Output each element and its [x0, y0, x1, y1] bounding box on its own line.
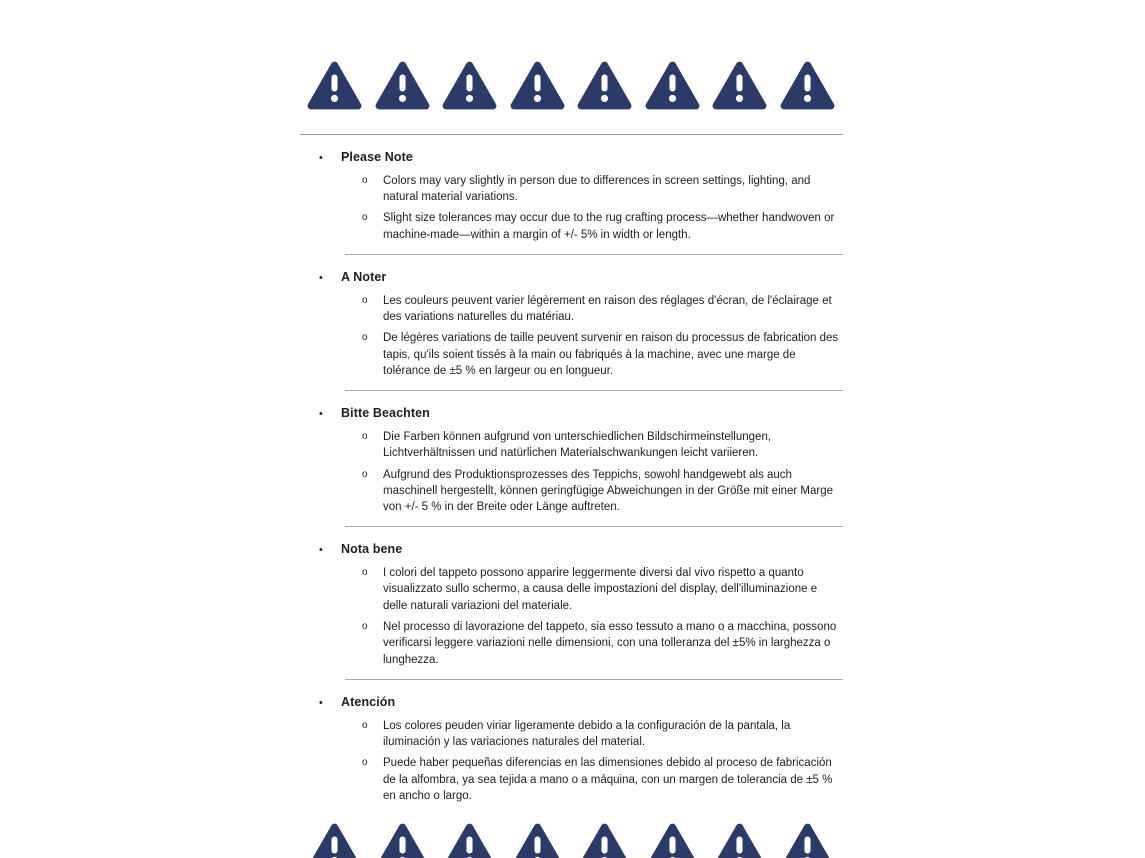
section-heading: A Noter — [341, 269, 387, 284]
note-item — [300, 293, 843, 326]
section-heading: Nota bene — [341, 542, 403, 557]
note-item-text: De légères variations de taille peuvent survenir en raison du processus de fabrication des tapis, qu'ils soient tissés à la main ou fabriqués à la machine, avec une marge de tolérance de ±5 % en largeur ou en longueur. — [383, 332, 839, 377]
note-item — [300, 467, 843, 516]
bullet-marker: • — [319, 271, 323, 284]
note-item — [300, 718, 843, 751]
sub-bullet-marker: o — [362, 430, 368, 442]
bullet-marker: • — [319, 544, 323, 557]
sub-bullet-marker: o — [362, 621, 368, 633]
warning-triangle-icon — [510, 60, 565, 111]
note-item — [300, 173, 843, 206]
section-heading-row — [300, 541, 843, 559]
warning-triangle-icon — [712, 60, 767, 111]
section-heading-row — [300, 694, 843, 712]
note-item-text: Die Farben können aufgrund von unterschiedlichen Bildschirmeinstellungen, Lichtverhältnissen und natürlichen Materialschwankungen leicht variieren. — [383, 430, 772, 460]
content-column — [300, 0, 843, 858]
notes-sections — [300, 135, 843, 804]
note-item-text: Les couleurs peuvent varier légèrement en raison des réglages d'écran, de l'éclairage et des variations naturelles du matériau. — [383, 294, 832, 323]
section-heading: Please Note — [341, 150, 413, 164]
note-item-text: Los colores peuden viriar ligeramente debido a la configuración de la pantala, la iluminación y las variaciones naturales del material. — [383, 719, 791, 748]
note-section-3 — [300, 527, 843, 668]
sub-bullet-marker: o — [362, 757, 368, 769]
note-item — [300, 330, 843, 379]
note-section-4 — [300, 680, 843, 804]
note-item-text: Aufgrund des Produktionsprozesses des Teppichs, sowohl handgewebt als auch maschinell hergestellt, können geringfügige Abweichungen in der Größe mit einer Marge von +/- 5 % in der Breite oder Länge auftreten. — [383, 468, 834, 514]
note-section-2 — [300, 391, 843, 515]
warning-triangle-icon — [645, 822, 700, 858]
bullet-marker: • — [319, 152, 323, 164]
warning-icon-row-bottom — [307, 822, 835, 858]
sub-bullet-marker: o — [362, 212, 368, 224]
note-item — [300, 755, 843, 804]
note-item-text: Slight size tolerances may occur due to the rug crafting process—whether handwoven or machine-made—within a margin of +/- 5% in width or length. — [383, 212, 835, 241]
sub-bullet-marker: o — [362, 294, 368, 306]
sub-bullet-marker: o — [362, 719, 368, 731]
note-section-0 — [300, 135, 843, 243]
note-item — [300, 619, 843, 668]
warning-triangle-icon — [510, 822, 565, 858]
section-heading: Bitte Beachten — [341, 406, 430, 421]
warning-triangle-icon — [645, 60, 700, 111]
note-item-text: I colori del tappeto possono apparire leggermente diversi dal vivo rispetto a quanto visualizzato sullo schermo, a causa delle impostazioni del display, dell'illuminazione e delle naturali variazioni del materiale. — [383, 567, 818, 612]
warning-triangle-icon — [577, 822, 632, 858]
sub-bullet-marker: o — [362, 468, 368, 480]
section-heading-row — [300, 269, 843, 287]
warning-triangle-icon — [442, 60, 497, 111]
warning-triangle-icon — [375, 822, 430, 858]
note-section-1 — [300, 255, 843, 379]
sub-bullet-marker: o — [362, 332, 368, 344]
note-item-text: Nel processo di lavorazione del tappeto, sia esso tessuto a mano o a macchina, possono verificarsi leggere variazioni nelle dimensioni, con una tolleranza del ±5% in larghezza o lunghezza. — [383, 621, 837, 666]
sub-bullet-marker: o — [362, 567, 368, 579]
section-heading: Atención — [341, 694, 396, 709]
warning-triangle-icon — [307, 822, 362, 858]
warning-triangle-icon — [780, 60, 835, 111]
note-item — [300, 210, 843, 243]
section-heading-row — [300, 149, 843, 167]
note-item — [300, 565, 843, 614]
warning-triangle-icon — [780, 822, 835, 858]
note-item-text: Colors may vary slightly in person due to differences in screen settings, lighting, and natural material variations. — [383, 174, 811, 204]
bullet-marker: • — [319, 696, 323, 709]
warning-triangle-icon — [577, 60, 632, 111]
note-item — [300, 429, 843, 462]
warning-triangle-icon — [712, 822, 767, 858]
sub-bullet-marker: o — [362, 174, 368, 186]
warning-triangle-icon — [375, 60, 430, 111]
warning-triangle-icon — [307, 60, 362, 111]
warning-triangle-icon — [442, 822, 497, 858]
warning-icon-row-top — [307, 60, 835, 111]
section-heading-row — [300, 405, 843, 423]
bullet-marker: • — [319, 408, 323, 421]
note-item-text: Puede haber pequeñas diferencias en las dimensiones debido al proceso de fabricación de la alfombra, ya sea tejida a mano o a máquina, con un margen de tolerancia de ±5 % en ancho o largo. — [383, 757, 833, 802]
